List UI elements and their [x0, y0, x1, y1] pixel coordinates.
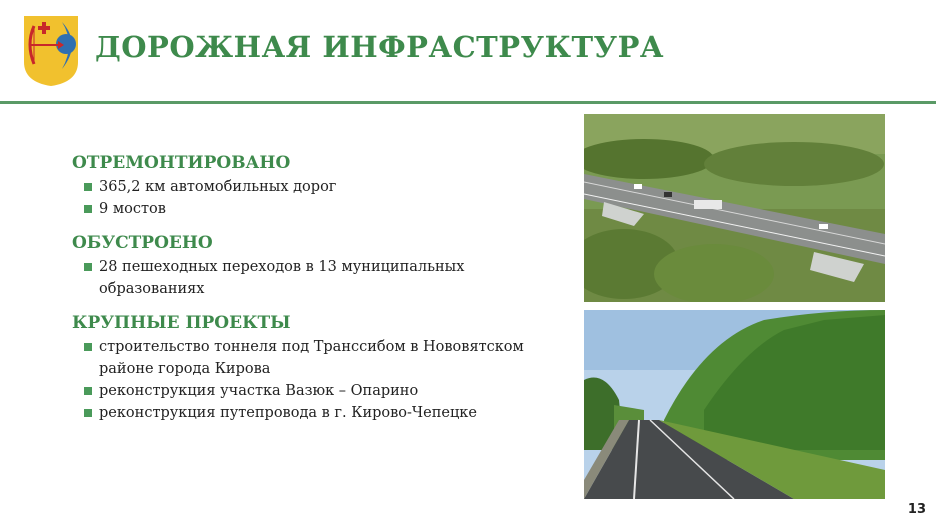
- page-number: 13: [907, 502, 926, 517]
- list-item: реконструкция путепровода в г. Кирово-Чепецке: [72, 402, 572, 424]
- section-title: КРУПНЫЕ ПРОЕКТЫ: [72, 313, 291, 333]
- list-item: строительство тоннеля под Транссибом в Нововятском районе города Кирова: [72, 336, 572, 380]
- bullet-list: [72, 176, 572, 220]
- list-item: реконструкция участка Вазюк – Опарино: [72, 380, 572, 402]
- coat-of-arms-icon: [22, 14, 80, 88]
- section-major-projects: [72, 312, 572, 424]
- header-divider: [0, 101, 936, 104]
- list-item: 9 мостов: [72, 198, 572, 220]
- bullet-list: [72, 336, 572, 424]
- road-photo: [584, 310, 885, 499]
- main-content: [72, 152, 572, 436]
- page-title: ДОРОЖНАЯ ИНФРАСТРУКТУРА: [95, 30, 665, 64]
- section-title: ОБУСТРОЕНО: [72, 233, 213, 253]
- bridge-photo: [584, 114, 885, 302]
- bullet-list: [72, 256, 572, 300]
- section-repaired: [72, 152, 572, 220]
- list-item: 365,2 км автомобильных дорог: [72, 176, 572, 198]
- list-item: 28 пешеходных переходов в 13 муниципальных образованиях: [72, 256, 572, 300]
- section-equipped: [72, 232, 572, 300]
- section-title: ОТРЕМОНТИРОВАНО: [72, 153, 291, 173]
